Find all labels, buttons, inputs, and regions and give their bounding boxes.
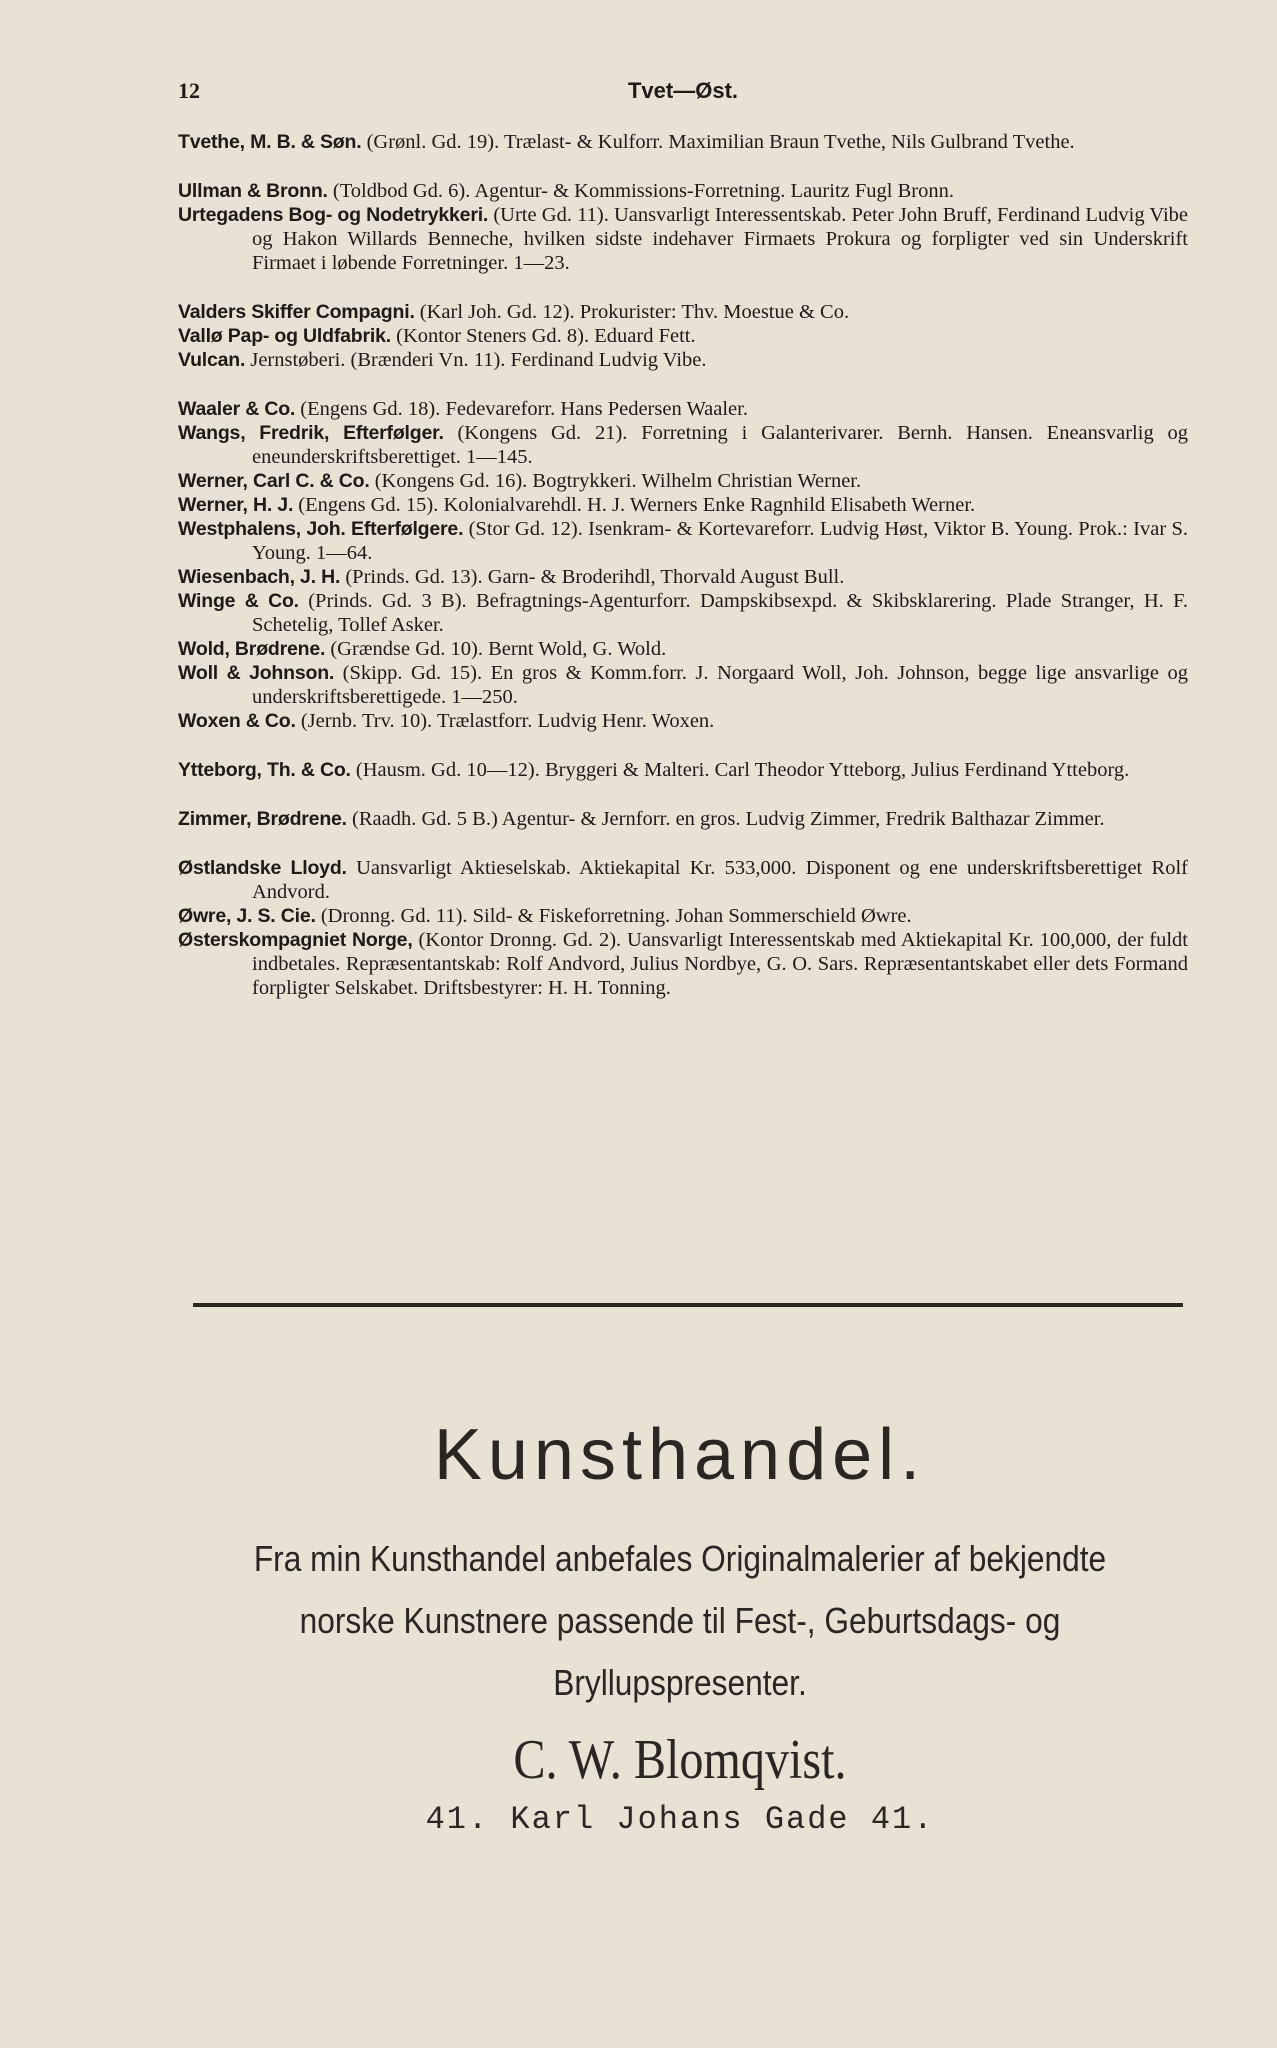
directory-entry xyxy=(178,709,1188,733)
directory-entry xyxy=(178,589,1188,637)
directory-entry xyxy=(178,203,1188,275)
entry-text: (Jernb. Trv. 10). Trælastforr. Ludvig Henr. Woxen. xyxy=(300,710,715,732)
directory-entry xyxy=(178,130,1188,154)
entry-name: Werner, H. J. xyxy=(178,494,294,516)
entry-text: (Dronng. Gd. 11). Sild- & Fiskeforretning. Johan Sommerschield Øwre. xyxy=(320,905,912,927)
entry-text: (Grønl. Gd. 19). Trælast- & Kulforr. Maximilian Braun Tvethe, Nils Gulbrand Tvethe. xyxy=(366,131,1075,153)
entry-text: (Prinds. Gd. 3 B). Befragtnings-Agenturforr. Dampskibsexpd. & Skibsklarering. Plade Stranger, H. F. Schetelig, Tollef Asker. xyxy=(252,590,1189,636)
page-number: 12 xyxy=(178,78,200,103)
directory-entry xyxy=(178,758,1188,782)
entry-name: Valders Skiffer Compagni. xyxy=(178,301,415,323)
entry-name: Westphalens, Joh. Efterfølgere. xyxy=(178,518,464,540)
advertisement-merchant: C. W. Blomqvist. xyxy=(513,1729,847,1791)
entry-text: (Kontor Dronng. Gd. 2). Uansvarligt Interessentskab med Aktiekapital Kr. 100,000, der fuldt indbetales. Repræsentantskab: Rolf Andvord, Julius Nordbye, G. O. Sars. Repræsentantskabet eller dets Formand forpligter Selskabet. Driftsbestyrer: H. H. Tonning. xyxy=(252,929,1189,999)
directory-entry xyxy=(178,565,1188,589)
entry-name: Ullman & Bronn. xyxy=(178,180,328,202)
directory-entry xyxy=(178,856,1188,904)
entry-name: Wold, Brødrene. xyxy=(178,638,326,660)
directory-entry xyxy=(178,661,1188,709)
entry-text: Uansvarligt Aktieselskab. Aktiekapital Kr. 533,000. Disponent og ene underskriftsberettiget Rolf Andvord. xyxy=(252,857,1189,903)
entry-text: (Prinds. Gd. 13). Garn- & Broderihdl, Thorvald August Bull. xyxy=(345,566,845,588)
entry-text: (Karl Joh. Gd. 12). Prokurister: Thv. Moestue & Co. xyxy=(419,301,850,323)
directory-entry xyxy=(178,904,1188,928)
directory-entry xyxy=(178,807,1188,831)
entry-text: (Kontor Steners Gd. 8). Eduard Fett. xyxy=(396,325,696,347)
directory-entry xyxy=(178,517,1188,565)
entry-name: Wangs, Fredrik, Efterfølger. xyxy=(178,422,444,444)
entry-name: Winge & Co. xyxy=(178,590,299,612)
directory-entry xyxy=(178,300,1188,324)
entry-text: (Kongens Gd. 16). Bogtrykkeri. Wilhelm Christian Werner. xyxy=(374,470,862,492)
entry-name: Vallø Pap- og Uldfabrik. xyxy=(178,325,391,347)
entry-name: Øwre, J. S. Cie. xyxy=(178,905,316,927)
advertisement-body-line: Bryllupspresenter. xyxy=(553,1662,807,1703)
directory-entry xyxy=(178,179,1188,203)
directory-entry xyxy=(178,493,1188,517)
directory-entry xyxy=(178,928,1188,1000)
directory-entry xyxy=(178,397,1188,421)
entry-text: (Hausm. Gd. 10—12). Bryggeri & Malteri. Carl Theodor Ytteborg, Julius Ferdinand Ytteborg. xyxy=(355,759,1130,781)
entry-name: Østlandske Lloyd. xyxy=(178,857,347,879)
entry-name: Vulcan. xyxy=(178,349,246,371)
section-divider xyxy=(193,1303,1183,1307)
advertisement-body xyxy=(214,1528,1147,1714)
entry-text: (Urte Gd. 11). Uansvarligt Interessentskab. Peter John Bruff, Ferdinand Ludvig Vibe og Hakon Willards Benneche, hvilken sidste indehaver Firmaets Prokura og forpligter ved sin Underskrift Firmaet i løbende Forretninger. 1—23. xyxy=(252,204,1188,274)
entry-name: Woll & Johnson. xyxy=(178,662,335,684)
directory-entry xyxy=(178,324,1188,348)
entry-name: Woxen & Co. xyxy=(178,710,296,732)
directory-entries xyxy=(178,130,1188,1000)
entry-text: (Skipp. Gd. 15). En gros & Komm.forr. J. Norgaard Woll, Joh. Johnson, begge lige ansvarlige og underskriftsberettigede. 1—250. xyxy=(252,662,1188,708)
advertisement-body-line: norske Kunstnere passende til Fest-, Geburtsdags- og xyxy=(299,1600,1061,1641)
entry-name: Zimmer, Brødrene. xyxy=(178,808,347,830)
entry-name: Waaler & Co. xyxy=(178,398,296,420)
entry-name: Ytteborg, Th. & Co. xyxy=(178,759,351,781)
advertisement-address: 41. Karl Johans Gade 41. xyxy=(425,1801,935,1838)
entry-text: (Stor Gd. 12). Isenkram- & Kortevareforr. Ludvig Høst, Viktor B. Young. Prok.: Ivar S. Young. 1—64. xyxy=(252,518,1188,564)
entry-text: (Kongens Gd. 21). Forretning i Galanterivarer. Bernh. Hansen. Eneansvarlig og eneunderskriftsberettiget. 1—145. xyxy=(252,422,1188,468)
entry-text: (Toldbod Gd. 6). Agentur- & Kommissions-Forretning. Lauritz Fugl Bronn. xyxy=(332,180,954,202)
directory-entry xyxy=(178,469,1188,493)
advertisement-body-line: Fra min Kunsthandel anbefales Originalmalerier af bekjendte xyxy=(253,1538,1107,1579)
directory-entry xyxy=(178,637,1188,661)
entry-name: Werner, Carl C. & Co. xyxy=(178,470,370,492)
entry-name: Urtegadens Bog- og Nodetrykkeri. xyxy=(178,204,489,226)
entry-text: (Engens Gd. 18). Fedevareforr. Hans Pedersen Waaler. xyxy=(300,398,748,420)
entry-text: (Grændse Gd. 10). Bernt Wold, G. Wold. xyxy=(330,638,667,660)
entry-text: Jernstøberi. (Brænderi Vn. 11). Ferdinand Ludvig Vibe. xyxy=(250,349,707,371)
directory-entry xyxy=(178,348,1188,372)
directory-entry xyxy=(178,421,1188,469)
advertisement xyxy=(150,1410,1210,1842)
entry-text: (Raadh. Gd. 5 B.) Agentur- & Jernforr. en gros. Ludvig Zimmer, Fredrik Balthazar Zimmer. xyxy=(352,808,1105,830)
entry-text: (Engens Gd. 15). Kolonialvarehdl. H. J. Werners Enke Ragnhild Elisabeth Werner. xyxy=(298,494,976,516)
running-head: Tvet—Øst. xyxy=(627,78,739,103)
entry-name: Tvethe, M. B. & Søn. xyxy=(178,131,362,153)
entry-name: Wiesenbach, J. H. xyxy=(178,566,341,588)
page-header xyxy=(178,78,1188,110)
entry-name: Østerskompagniet Norge, xyxy=(178,929,413,951)
advertisement-title: Kunsthandel. xyxy=(433,1415,927,1495)
